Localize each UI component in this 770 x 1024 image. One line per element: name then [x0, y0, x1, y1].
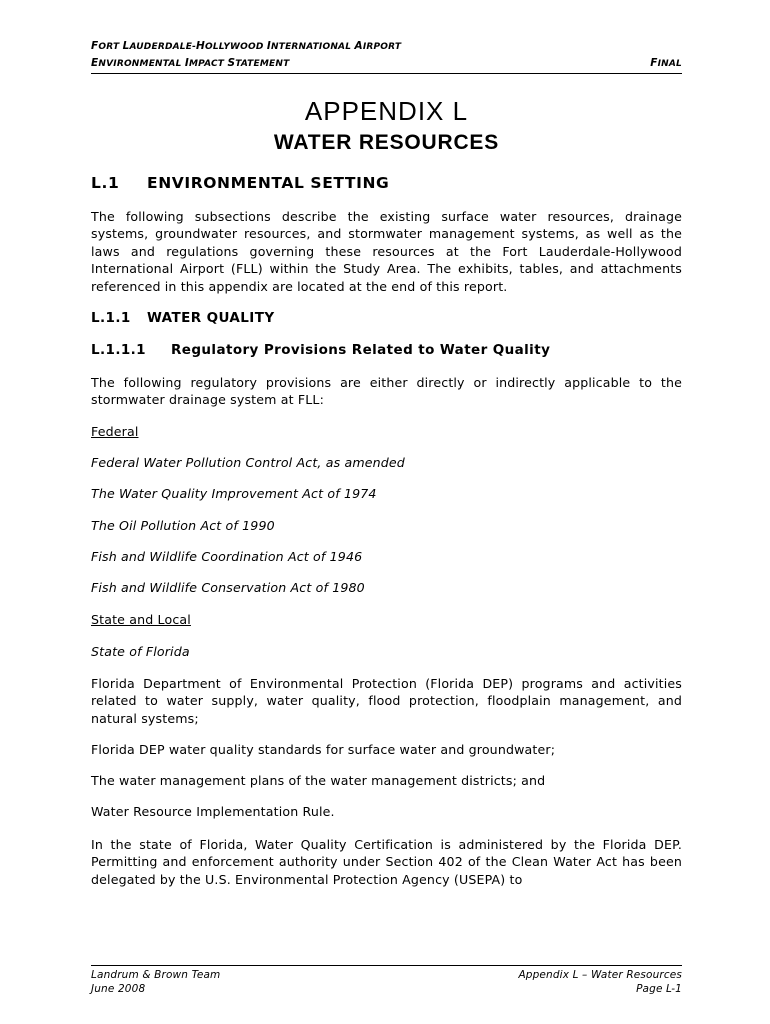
header-airport-name: FORT LAUDERDALE-HOLLYWOOD INTERNATIONAL AIRPORT	[91, 40, 402, 52]
footer-left	[91, 968, 220, 996]
state-local-label: State and Local	[91, 612, 191, 627]
footer-right	[518, 968, 682, 996]
state-name: State of Florida	[91, 644, 190, 659]
state-paragraph: In the state of Florida, Water Quality Certification is administered by the Florida DEP. Permitting and enforcement authority under Section 402 of the Clean Water Act has been delegated by the U.S. Environmental Protection Agency (USEPA) to	[91, 837, 682, 887]
subsection-number: L.1.1	[91, 310, 131, 326]
header-status: FINAL	[650, 57, 682, 69]
subsubsection-heading: Regulatory Provisions Related to Water Quality	[171, 342, 551, 358]
footer-team: Landrum & Brown Team	[91, 969, 221, 981]
subsubsection-number: L.1.1.1	[91, 342, 146, 358]
appendix-title: APPENDIX L	[304, 96, 469, 126]
section-intro-paragraph: The following subsections describe the existing surface water resources, drainage systems, groundwater resources, and stormwater management systems, as well as the laws and regulations governing these resources at the Fort Lauderdale-Hollywood International Airport (FLL) within the Study Area. The exhibits, tables, and attachments referenced in this appendix are located at the end of this report.	[91, 209, 682, 294]
header-rule	[91, 73, 682, 74]
federal-act-item: Federal Water Pollution Control Act, as amended	[91, 455, 405, 470]
federal-label: Federal	[91, 424, 139, 439]
federal-act-item: The Water Quality Improvement Act of 1974	[91, 486, 377, 501]
regulatory-intro-paragraph: The following regulatory provisions are either directly or indirectly applicable to the stormwater drainage system at FLL:	[91, 375, 682, 408]
appendix-subject: WATER RESOURCES	[273, 131, 500, 154]
state-paragraph: Florida Department of Environmental Protection (Florida DEP) programs and activities related to water supply, water quality, flood protection, floodplain management, and natural systems;	[91, 676, 682, 726]
federal-act-item: Fish and Wildlife Conservation Act of 1980	[91, 580, 365, 595]
footer-rule	[91, 965, 682, 966]
federal-act-item: The Oil Pollution Act of 1990	[91, 518, 275, 533]
state-paragraph: The water management plans of the water management districts; and	[91, 773, 546, 788]
footer-date: June 2008	[91, 983, 146, 995]
section-number: L.1	[91, 174, 120, 192]
state-paragraph: Water Resource Implementation Rule.	[91, 804, 335, 819]
header-document-name: ENVIRONMENTAL IMPACT STATEMENT	[91, 57, 290, 69]
section-heading: ENVIRONMENTAL SETTING	[147, 174, 390, 192]
federal-act-item: Fish and Wildlife Coordination Act of 1946	[91, 549, 363, 564]
subsection-heading: WATER QUALITY	[147, 310, 275, 326]
footer-page-number: Page L-1	[636, 983, 682, 995]
state-paragraph: Florida DEP water quality standards for surface water and groundwater;	[91, 742, 556, 757]
footer-document-title: Appendix L – Water Resources	[518, 969, 682, 981]
